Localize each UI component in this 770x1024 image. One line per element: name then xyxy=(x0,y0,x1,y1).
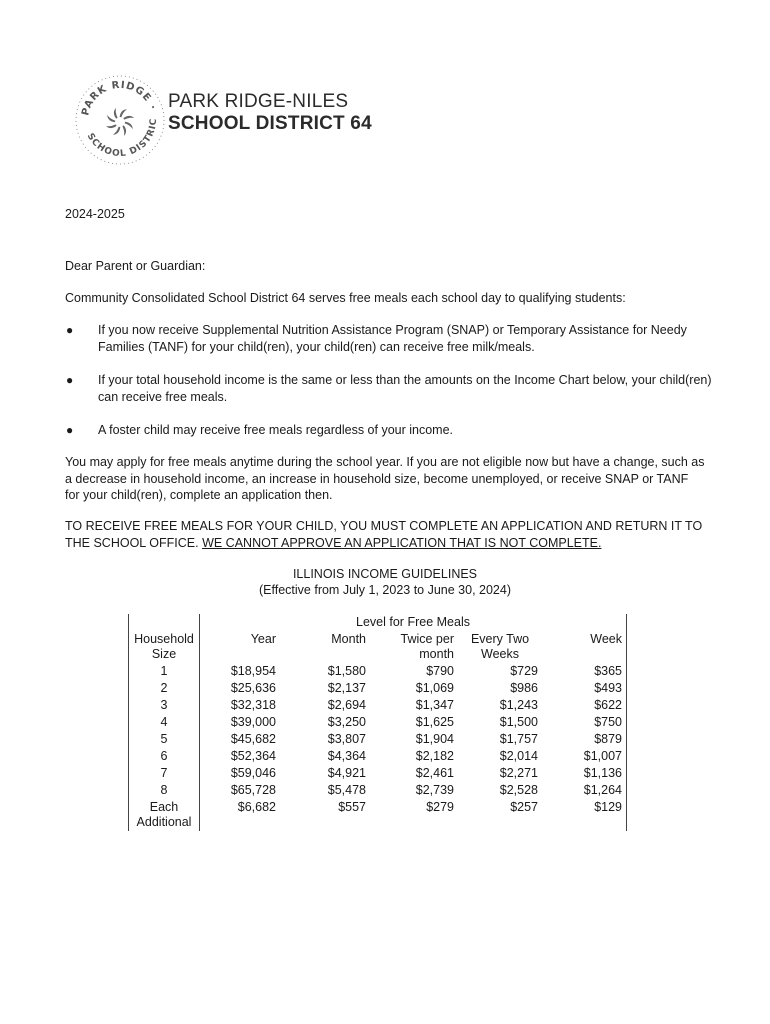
table-header-row xyxy=(129,614,627,631)
svg-text:PARK RIDGE · NILES: PARK RIDGE · xyxy=(80,79,159,117)
district-logo xyxy=(72,72,168,168)
header-week: Week xyxy=(542,631,627,663)
cell-every-two: $257 xyxy=(510,800,538,814)
cell-week: $750 xyxy=(542,714,627,731)
list-item xyxy=(65,422,715,439)
cell-size: 7 xyxy=(129,765,200,782)
cell-size: 8 xyxy=(129,782,200,799)
cell-every-two: $1,243 xyxy=(499,698,538,712)
cell-every-two: $1,757 xyxy=(499,732,538,746)
svg-text:SCHOOL DISTRICT 64: SCHOOL DISTRIC xyxy=(84,117,160,160)
cell-month: $3,807 xyxy=(327,732,366,746)
notice-underlined-text: WE CANNOT APPROVE AN APPLICATION THAT IS NOT COMPLETE. xyxy=(202,535,602,550)
district-name-line1: PARK RIDGE-NILES xyxy=(168,91,349,112)
table-subtitle: (Effective from July 1, 2023 to June 30, 2024) xyxy=(259,583,511,597)
income-guidelines-table xyxy=(128,614,627,831)
table-row-additional xyxy=(129,799,627,831)
cell-week: $1,136 xyxy=(542,765,627,782)
table-row xyxy=(129,765,627,782)
list-item-text: If you now receive Supplemental Nutrition Assistance Program (SNAP) or Temporary Assistance for Needy Families (TANF) for your child(ren), your child(ren) can receive free milk/meals. xyxy=(98,323,687,354)
cell-week: $1,007 xyxy=(542,748,627,765)
cell-every-two: $729 xyxy=(510,664,538,678)
intro-text: Community Consolidated School District 64 serves free meals each school day to qualifying students: xyxy=(65,291,626,305)
cell-twice: $2,461 xyxy=(415,766,454,780)
header-level-free-meals: Level for Free Meals xyxy=(200,614,627,631)
cell-year: $59,046 xyxy=(230,766,276,780)
cell-twice: $1,904 xyxy=(415,732,454,746)
cell-every-two: $1,500 xyxy=(499,715,538,729)
cell-month: $2,694 xyxy=(327,698,366,712)
cell-twice: $2,739 xyxy=(415,783,454,797)
list-item xyxy=(65,372,715,406)
income-table-title xyxy=(200,566,570,598)
district-seal-icon xyxy=(72,72,168,168)
district-name xyxy=(168,91,372,135)
cell-every-two: $986 xyxy=(510,681,538,695)
notice-main-text: TO RECEIVE FREE MEALS FOR YOUR CHILD, YOU MUST COMPLETE AN APPLICATION AND RETURN IT TO THE SCHOOL OFFICE. xyxy=(65,519,703,550)
cell-twice: $1,069 xyxy=(415,681,454,695)
header-month: Month xyxy=(331,632,366,646)
cell-week: $129 xyxy=(542,799,627,831)
table-row xyxy=(129,731,627,748)
cell-every-two: $2,528 xyxy=(499,783,538,797)
cell-month: $5,478 xyxy=(327,783,366,797)
cell-size: 5 xyxy=(129,731,200,748)
cell-year: $25,636 xyxy=(230,681,276,695)
school-year: 2024-2025 xyxy=(65,207,125,221)
table-row xyxy=(129,748,627,765)
bullet-icon: ● xyxy=(66,323,74,337)
cell-size: 2 xyxy=(129,680,200,697)
table-row xyxy=(129,663,627,680)
header-cell-empty xyxy=(129,614,200,631)
table-row xyxy=(129,782,627,799)
table-header-row xyxy=(129,631,627,663)
salutation: Dear Parent or Guardian: xyxy=(65,259,206,273)
header-year: Year xyxy=(250,632,276,646)
cell-every-two: $2,271 xyxy=(499,766,538,780)
bullet-icon: ● xyxy=(66,373,74,387)
cell-twice: $2,182 xyxy=(415,749,454,763)
cell-week: $365 xyxy=(542,663,627,680)
cell-year: $52,364 xyxy=(230,749,276,763)
cell-size: 4 xyxy=(129,714,200,731)
cell-week: $1,264 xyxy=(542,782,627,799)
cell-twice: $1,625 xyxy=(415,715,454,729)
bullet-icon: ● xyxy=(66,423,74,437)
list-item-text: If your total household income is the same or less than the amounts on the Income Chart below, your child(ren) can receive free meals. xyxy=(98,373,712,404)
table-title: ILLINOIS INCOME GUIDELINES xyxy=(292,567,478,581)
cell-size: Each Additional xyxy=(129,799,200,831)
table-row xyxy=(129,697,627,714)
list-item-text: A foster child may receive free meals regardless of your income. xyxy=(98,423,454,437)
table-row xyxy=(129,714,627,731)
district-name-line2: SCHOOL DISTRICT 64 xyxy=(168,113,372,134)
cell-year: $65,728 xyxy=(230,783,276,797)
cell-week: $879 xyxy=(542,731,627,748)
cell-year: $18,954 xyxy=(230,664,276,678)
cell-year: $32,318 xyxy=(230,698,276,712)
cell-twice: $279 xyxy=(426,800,454,814)
header-twice-per-month: Twice per month xyxy=(400,632,454,661)
header-every-two-weeks: Every Two Weeks xyxy=(470,632,530,661)
application-notice xyxy=(65,518,705,551)
cell-size: 3 xyxy=(129,697,200,714)
cell-year: $39,000 xyxy=(230,715,276,729)
table-row xyxy=(129,680,627,697)
cell-month: $4,364 xyxy=(327,749,366,763)
cell-week: $493 xyxy=(542,680,627,697)
cell-size: 6 xyxy=(129,748,200,765)
cell-month: $3,250 xyxy=(327,715,366,729)
cell-month: $2,137 xyxy=(327,681,366,695)
cell-every-two: $2,014 xyxy=(499,749,538,763)
cell-month: $4,921 xyxy=(327,766,366,780)
cell-twice: $790 xyxy=(426,664,454,678)
cell-month: $557 xyxy=(338,800,366,814)
cell-twice: $1,347 xyxy=(415,698,454,712)
list-item xyxy=(65,322,715,356)
eligibility-list xyxy=(65,322,715,455)
cell-year: $6,682 xyxy=(237,800,276,814)
cell-size: 1 xyxy=(129,663,200,680)
cell-month: $1,580 xyxy=(327,664,366,678)
cell-year: $45,682 xyxy=(230,732,276,746)
cell-week: $622 xyxy=(542,697,627,714)
apply-anytime-paragraph: You may apply for free meals anytime during the school year. If you are not eligible now but have a change, such as a decrease in household income, an increase in household size, become unemployed, or receive SNAP or TANF for your child(ren), complete an application then. xyxy=(65,455,705,502)
header-household-size: Household Size xyxy=(129,631,200,663)
